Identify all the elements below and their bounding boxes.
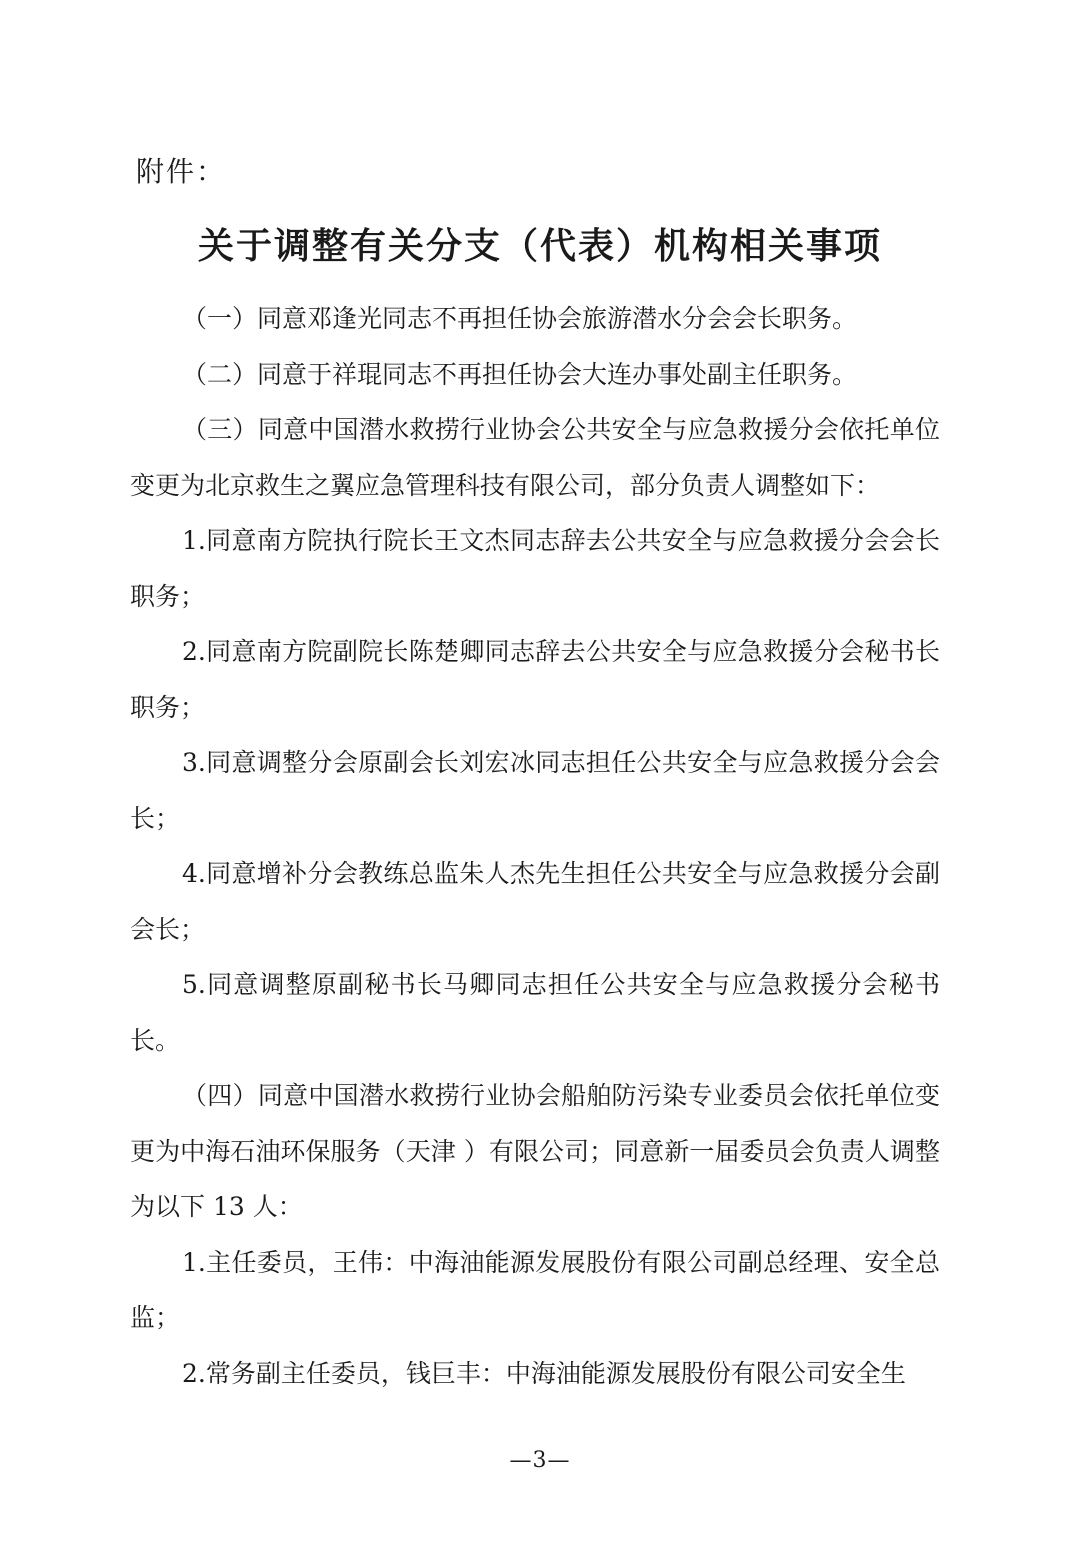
paragraph-7: 4.同意增补分会教练总监朱人杰先生担任公共安全与应急救援分会副会长； — [130, 859, 940, 944]
paragraph-6: 3.同意调整分会原副会长刘宏冰同志担任公共安全与应急救援分会会长； — [130, 748, 940, 833]
document-title: 关于调整有关分支（代表）机构相关事项 — [197, 226, 882, 267]
paragraph-10: 1.主任委员，王伟：中海油能源发展股份有限公司副总经理、安全总监； — [130, 1247, 940, 1332]
paragraph-5: 2.同意南方院副院长陈楚卿同志辞去公共安全与应急救援分会秘书长职务； — [130, 637, 940, 722]
paragraph-9: （四）同意中国潜水救捞行业协会船舶防污染专业委员会依托单位变更为中海石油环保服务（天津 ）有限公司；同意新一届委员会负责人调整为以下 13 人： — [130, 1081, 940, 1221]
attachment-label: 附件： — [136, 155, 227, 188]
paragraph-3: （三）同意中国潜水救捞行业协会公共安全与应急救援分会依托单位变更为北京救生之翼应急管理科技有限公司，部分负责人调整如下： — [130, 415, 940, 500]
document-body — [130, 291, 940, 1401]
paragraph-4: 1.同意南方院执行院长王文杰同志辞去公共安全与应急救援分会会长职务； — [130, 526, 940, 611]
paragraph-11: 2.常务副主任委员，钱巨丰：中海油能源发展股份有限公司安全生 — [182, 1358, 906, 1388]
page-number: —3— — [509, 1448, 571, 1473]
paragraph-1: （一）同意邓逢光同志不再担任协会旅游潜水分会会长职务。 — [182, 304, 858, 333]
paragraph-8: 5.同意调整原副秘书长马卿同志担任公共安全与应急救援分会秘书长。 — [130, 970, 940, 1055]
paragraph-2: （二）同意于祥琨同志不再担任协会大连办事处副主任职务。 — [182, 359, 858, 389]
